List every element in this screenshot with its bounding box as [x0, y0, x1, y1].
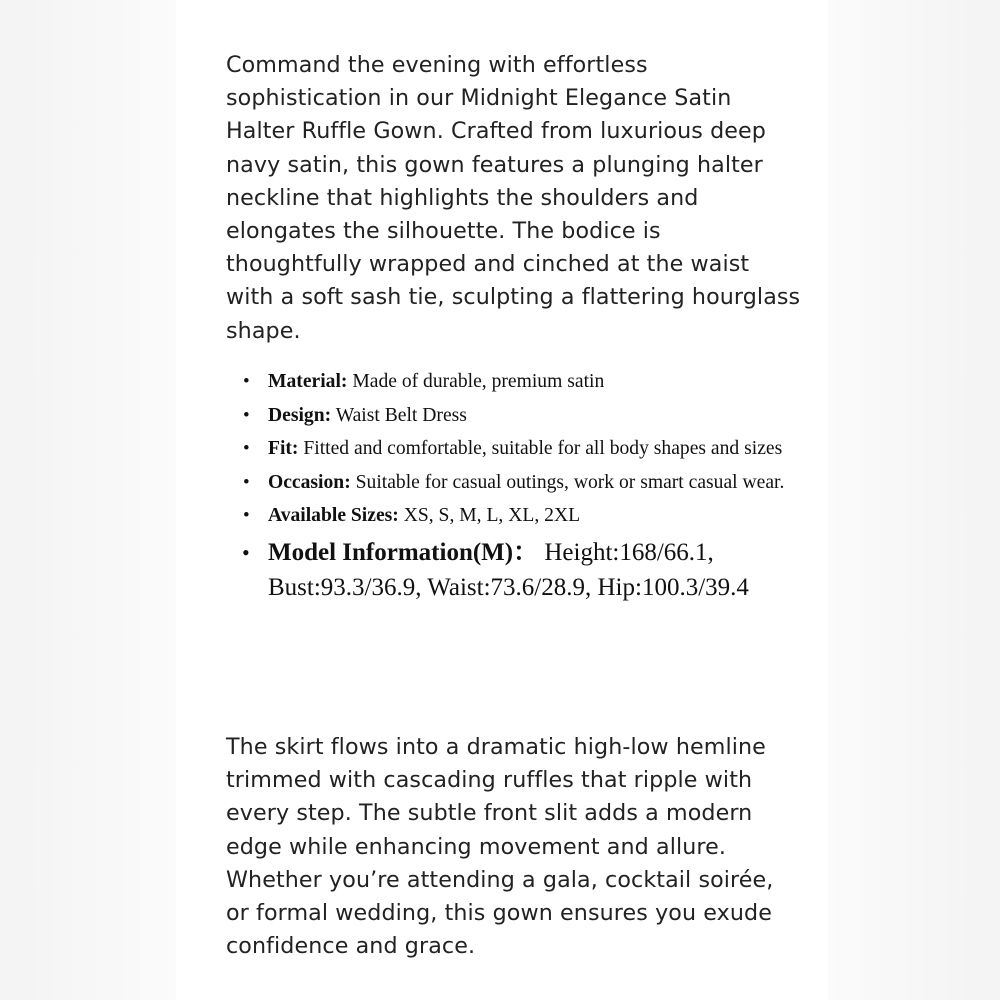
spec-list: [226, 365, 806, 605]
outro-paragraph: The skirt flows into a dramatic high-low hemline trimmed with cascading ruffles that ripple with every step. The subtle front slit adds a modern edge while enhancing movement and allure. Whether you’re attending a gala, cocktail soirée, or formal wedding, this gown ensures you exude confidence and grace.: [226, 734, 774, 960]
intro-paragraph: Command the evening with effortless sophistication in our Midnight Elegance Satin Halter Ruffle Gown. Crafted from luxurious deep navy satin, this gown features a plunging halter neckline that highlights the shoulders and elongates the silhouette. The bodice is thoughtfully wrapped and cinched at the waist with a soft sash tie, sculpting a flattering hourglass shape.: [226, 52, 801, 344]
spec-label: Fit:: [268, 438, 299, 460]
spec-label: Occasion:: [268, 471, 351, 493]
spec-label: Design:: [268, 404, 332, 426]
spec-value: Height:168/66.1, Bust:93.3/36.9, Waist:73.6/28.9, Hip:100.3/39.4: [268, 538, 749, 601]
bullet-icon: •: [243, 371, 250, 392]
bullet-icon: •: [243, 404, 250, 426]
right-backdrop: [828, 0, 1000, 1000]
bullet-icon: •: [242, 539, 250, 565]
spec-value: Made of durable, premium satin: [352, 371, 605, 392]
product-description-panel: [176, 0, 828, 1000]
bullet-icon: •: [243, 471, 250, 493]
spec-item-model-information: [226, 535, 806, 605]
spec-item-design: [226, 399, 806, 433]
spec-value: Waist Belt Dress: [335, 404, 467, 426]
spec-value: XS, S, M, L, XL, 2XL: [403, 505, 581, 527]
spec-label: Material:: [268, 371, 348, 392]
spec-item-material: [226, 365, 806, 399]
spec-value: Suitable for casual outings, work or smart casual wear.: [355, 471, 785, 493]
spec-label: Model Information(M)：: [268, 538, 539, 566]
bullet-icon: •: [243, 505, 250, 527]
spec-label: Available Sizes:: [268, 505, 399, 527]
left-backdrop: [0, 0, 176, 1000]
spec-item-occasion: [226, 466, 806, 500]
bullet-icon: •: [243, 438, 250, 460]
spec-item-available-sizes: [226, 499, 806, 533]
spec-item-fit: [226, 432, 806, 466]
spec-value: Fitted and comfortable, suitable for all body shapes and sizes: [303, 438, 783, 460]
